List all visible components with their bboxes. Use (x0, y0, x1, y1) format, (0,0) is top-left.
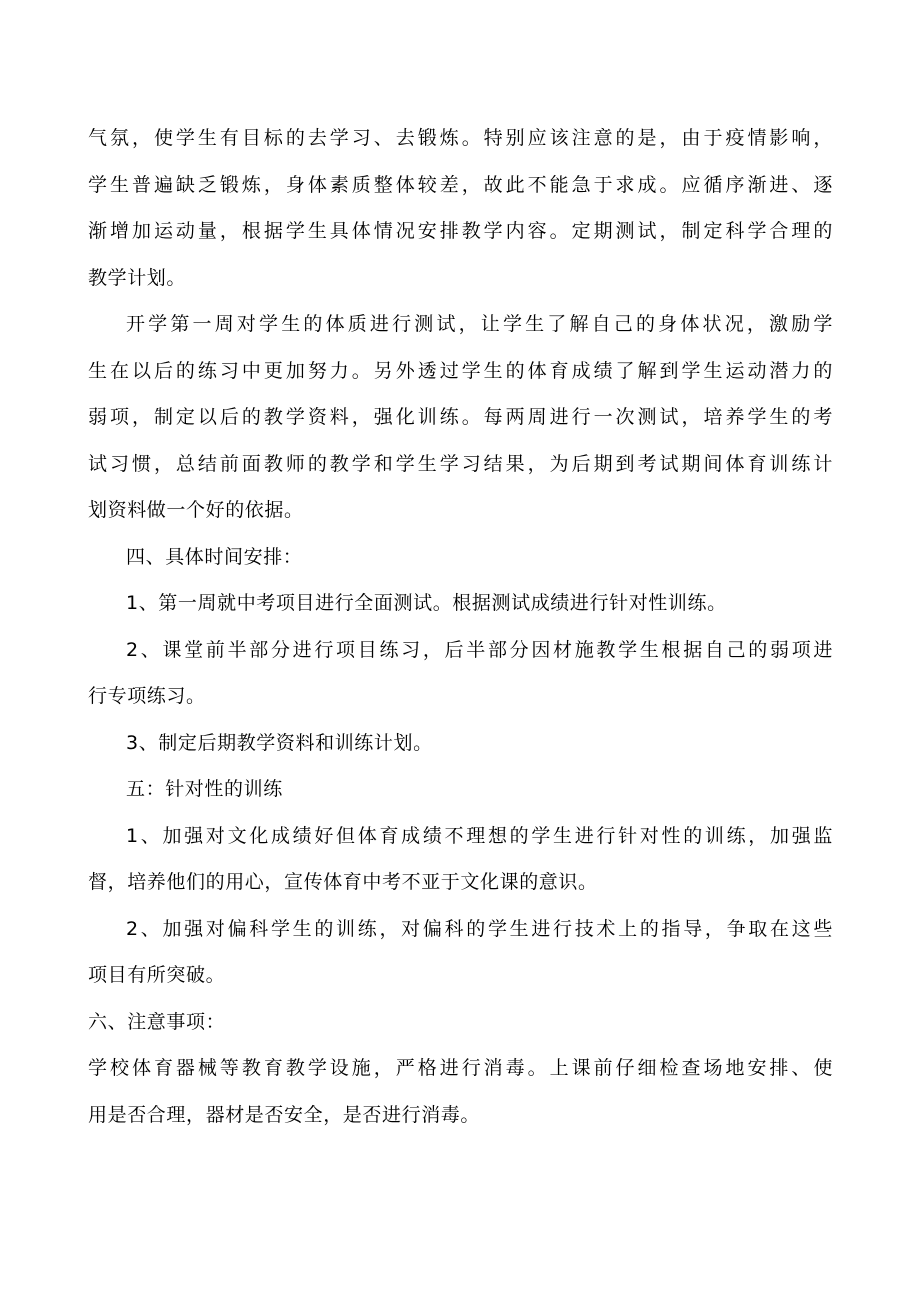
list-item-4-1 (88, 580, 833, 627)
list-item-5-2 (88, 906, 833, 999)
text-line: 六、注意事项： (88, 1010, 226, 1033)
text-line: 督，培养他们的用心，宣传体育中考不亚于文化课的意识。 (88, 871, 598, 893)
text-line: 学生普遍缺乏锻炼，身体素质整体较差，故此不能急于求成。应循序渐进、逐 (88, 173, 833, 196)
text-line: 3、制定后期教学资料和训练计划。 (126, 731, 433, 754)
list-item-5-1 (88, 813, 833, 906)
section-heading-four (88, 534, 833, 581)
text-line: 弱项，制定以后的教学资料，强化训练。每两周进行一次测试，培养学生的考 (88, 406, 833, 428)
list-item-4-3 (88, 720, 833, 767)
section-heading-five (88, 766, 833, 813)
text-line: 气氛，使学生有目标的去学习、去锻炼。特别应该注意的是，由于疫情影响， (88, 127, 833, 149)
text-line: 1、第一周就中考项目进行全面测试。根据测试成绩进行针对性训练。 (126, 592, 727, 614)
text-line: 划资料做一个好的依据。 (88, 499, 304, 521)
text-line: 2、加强对偏科学生的训练，对偏科的学生进行技术上的指导，争取在这些 (126, 917, 833, 940)
section-heading-six (88, 999, 833, 1046)
text-line: 生在以后的练习中更加努力。另外透过学生的体育成绩了解到学生运动潜力的 (88, 359, 833, 382)
text-line: 项目有所突破。 (88, 964, 226, 986)
text-line: 行专项练习。 (88, 685, 206, 707)
paragraph-first-week-test (88, 301, 833, 534)
text-line: 教学计划。 (88, 266, 187, 289)
paragraph-disinfection (88, 1045, 833, 1138)
text-line: 学校体育器械等教育教学设施，严格进行消毒。上课前仔细检查场地安排、使 (88, 1057, 833, 1079)
text-line: 1、加强对文化成绩好但体育成绩不理想的学生进行针对性的训练，加强监 (126, 824, 833, 847)
text-line: 开学第一周对学生的体质进行测试，让学生了解自己的身体状况，激励学 (126, 313, 833, 335)
text-line: 2、课堂前半部分进行项目练习，后半部分因材施教学生根据自己的弱项进 (126, 638, 833, 661)
paragraph-continuation (88, 115, 833, 301)
text-line: 四、具体时间安排： (126, 545, 303, 568)
text-line: 五：针对性的训练 (126, 778, 283, 800)
list-item-4-2 (88, 627, 833, 720)
text-line: 用是否合理，器材是否安全，是否进行消毒。 (88, 1103, 481, 1126)
document-body (88, 115, 833, 1138)
text-line: 渐增加运动量，根据学生具体情况安排教学内容。定期测试，制定科学合理的 (88, 220, 833, 242)
text-line: 试习惯，总结前面教师的教学和学生学习结果，为后期到考试期间体育训练计 (88, 452, 833, 475)
